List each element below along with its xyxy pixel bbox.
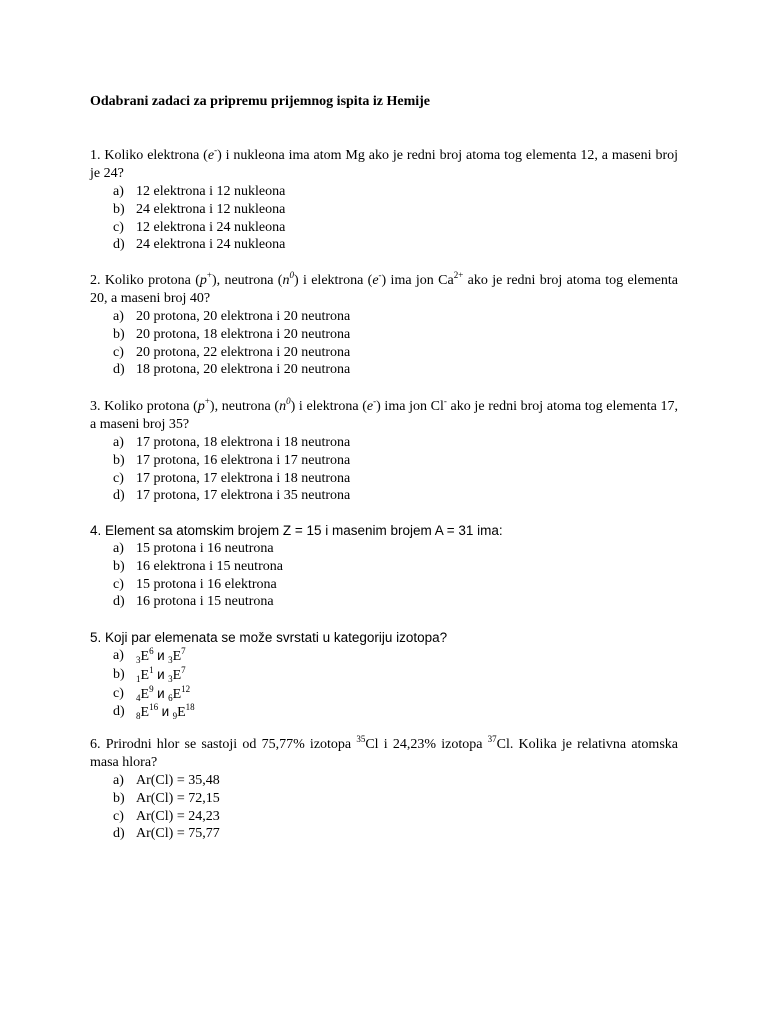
question-1-stem: 1. Koliko elektrona (e-) i nukleona ima atom Mg ako je redni broj atoma tog elementa 12, a maseni broj je 24? bbox=[90, 145, 678, 181]
question-3-stem: 3. Koliko protona (p+), neutrona $(n^0)$ i elektrona (e-) ima jon Cl- ako je redni broj atoma tog elementa 17, a maseni broj 35? bbox=[90, 396, 678, 432]
option-4d: d) 16 protona i 15 neutrona bbox=[113, 594, 274, 610]
question-6-stem: 6. Prirodni hlor se sastoji od 75,77% izotopa $^{35}$Cl i 24,23% izotopa $^{37}$Cl. Kolika je relativna atomska masa hlora? bbox=[90, 734, 678, 770]
option-5d: d) $_8E^{16}$ и $_9E^{18}$ bbox=[113, 702, 195, 722]
option-1a: a) 12 elektrona i 12 nukleona bbox=[113, 184, 286, 199]
question-4-stem: 4. Element sa atomskim brojem Z = 15 i masenim brojem A = 31 ima: bbox=[90, 523, 503, 538]
question-5 bbox=[90, 629, 678, 722]
option-1d: d) 24 elektrona i 24 nukleona bbox=[113, 237, 286, 253]
option-4b: b) 16 elektrona i 15 neutrona bbox=[113, 558, 283, 574]
option-6d: d) Ar(Cl) = 75,77 bbox=[113, 826, 220, 842]
question-2 bbox=[90, 272, 678, 379]
option-5a: a) $_3E^6$ и $_3E^7$ bbox=[113, 646, 186, 665]
question-6 bbox=[90, 736, 678, 843]
question-3-options bbox=[90, 434, 678, 505]
option-3c: c) 17 protona, 17 elektrona i 18 neutrona bbox=[113, 470, 351, 486]
option-2a: a) 20 protona, 20 elektrona i 20 neutrona bbox=[113, 309, 351, 324]
question-2-options bbox=[90, 308, 678, 379]
question-3 bbox=[90, 398, 678, 505]
question-5-stem: 5. Koji par elemenata se može svrstati u kategoriju izotopa? bbox=[90, 630, 448, 645]
option-3d: d) 17 protona, 17 elektrona i 35 neutrona bbox=[113, 488, 351, 504]
option-2b: b) 20 protona, 18 elektrona i 20 neutrona bbox=[113, 326, 351, 342]
option-6b: b) Ar(Cl) = 72,15 bbox=[113, 790, 220, 806]
document-title: Odabrani zadaci za pripremu prijemnog ispita iz Hemije bbox=[90, 94, 430, 109]
option-1c: c) 12 elektrona i 24 nukleona bbox=[113, 219, 286, 235]
question-2-stem: 2. Koliko protona (p+), neutrona $(n^0)$ i elektrona (e-) ima jon $Ca^{2+}$ ako je redni broj atoma tog elementa 20, a maseni broj 40? bbox=[90, 270, 678, 306]
option-3b: b) 17 protona, 16 elektrona i 17 neutrona bbox=[113, 452, 351, 468]
question-1 bbox=[90, 147, 678, 254]
option-2c: c) 20 protona, 22 elektrona i 20 neutrona bbox=[113, 344, 351, 360]
option-4a: a) 15 protona i 16 neutrona bbox=[113, 541, 274, 556]
option-5b: b) $_1E^1$ и $_3E^7$ bbox=[113, 664, 186, 684]
option-3a: a) 17 protona, 18 elektrona i 18 neutrona bbox=[113, 435, 351, 450]
option-6c: c) Ar(Cl) = 24,23 bbox=[113, 808, 220, 824]
option-1b: b) 24 elektrona i 12 nukleona bbox=[113, 201, 286, 217]
question-5-options bbox=[90, 647, 678, 722]
question-4 bbox=[90, 522, 678, 611]
option-6a: a) Ar(Cl) = 35,48 bbox=[113, 773, 220, 788]
question-6-options bbox=[90, 772, 678, 843]
question-1-options bbox=[90, 183, 678, 254]
option-5c: c) $_4E^9$ и $_6E^{12}$ bbox=[113, 683, 191, 703]
option-4c: c) 15 protona i 16 elektrona bbox=[113, 576, 277, 592]
question-4-options bbox=[90, 540, 678, 611]
option-2d: d) 18 protona, 20 elektrona i 20 neutrona bbox=[113, 362, 351, 378]
